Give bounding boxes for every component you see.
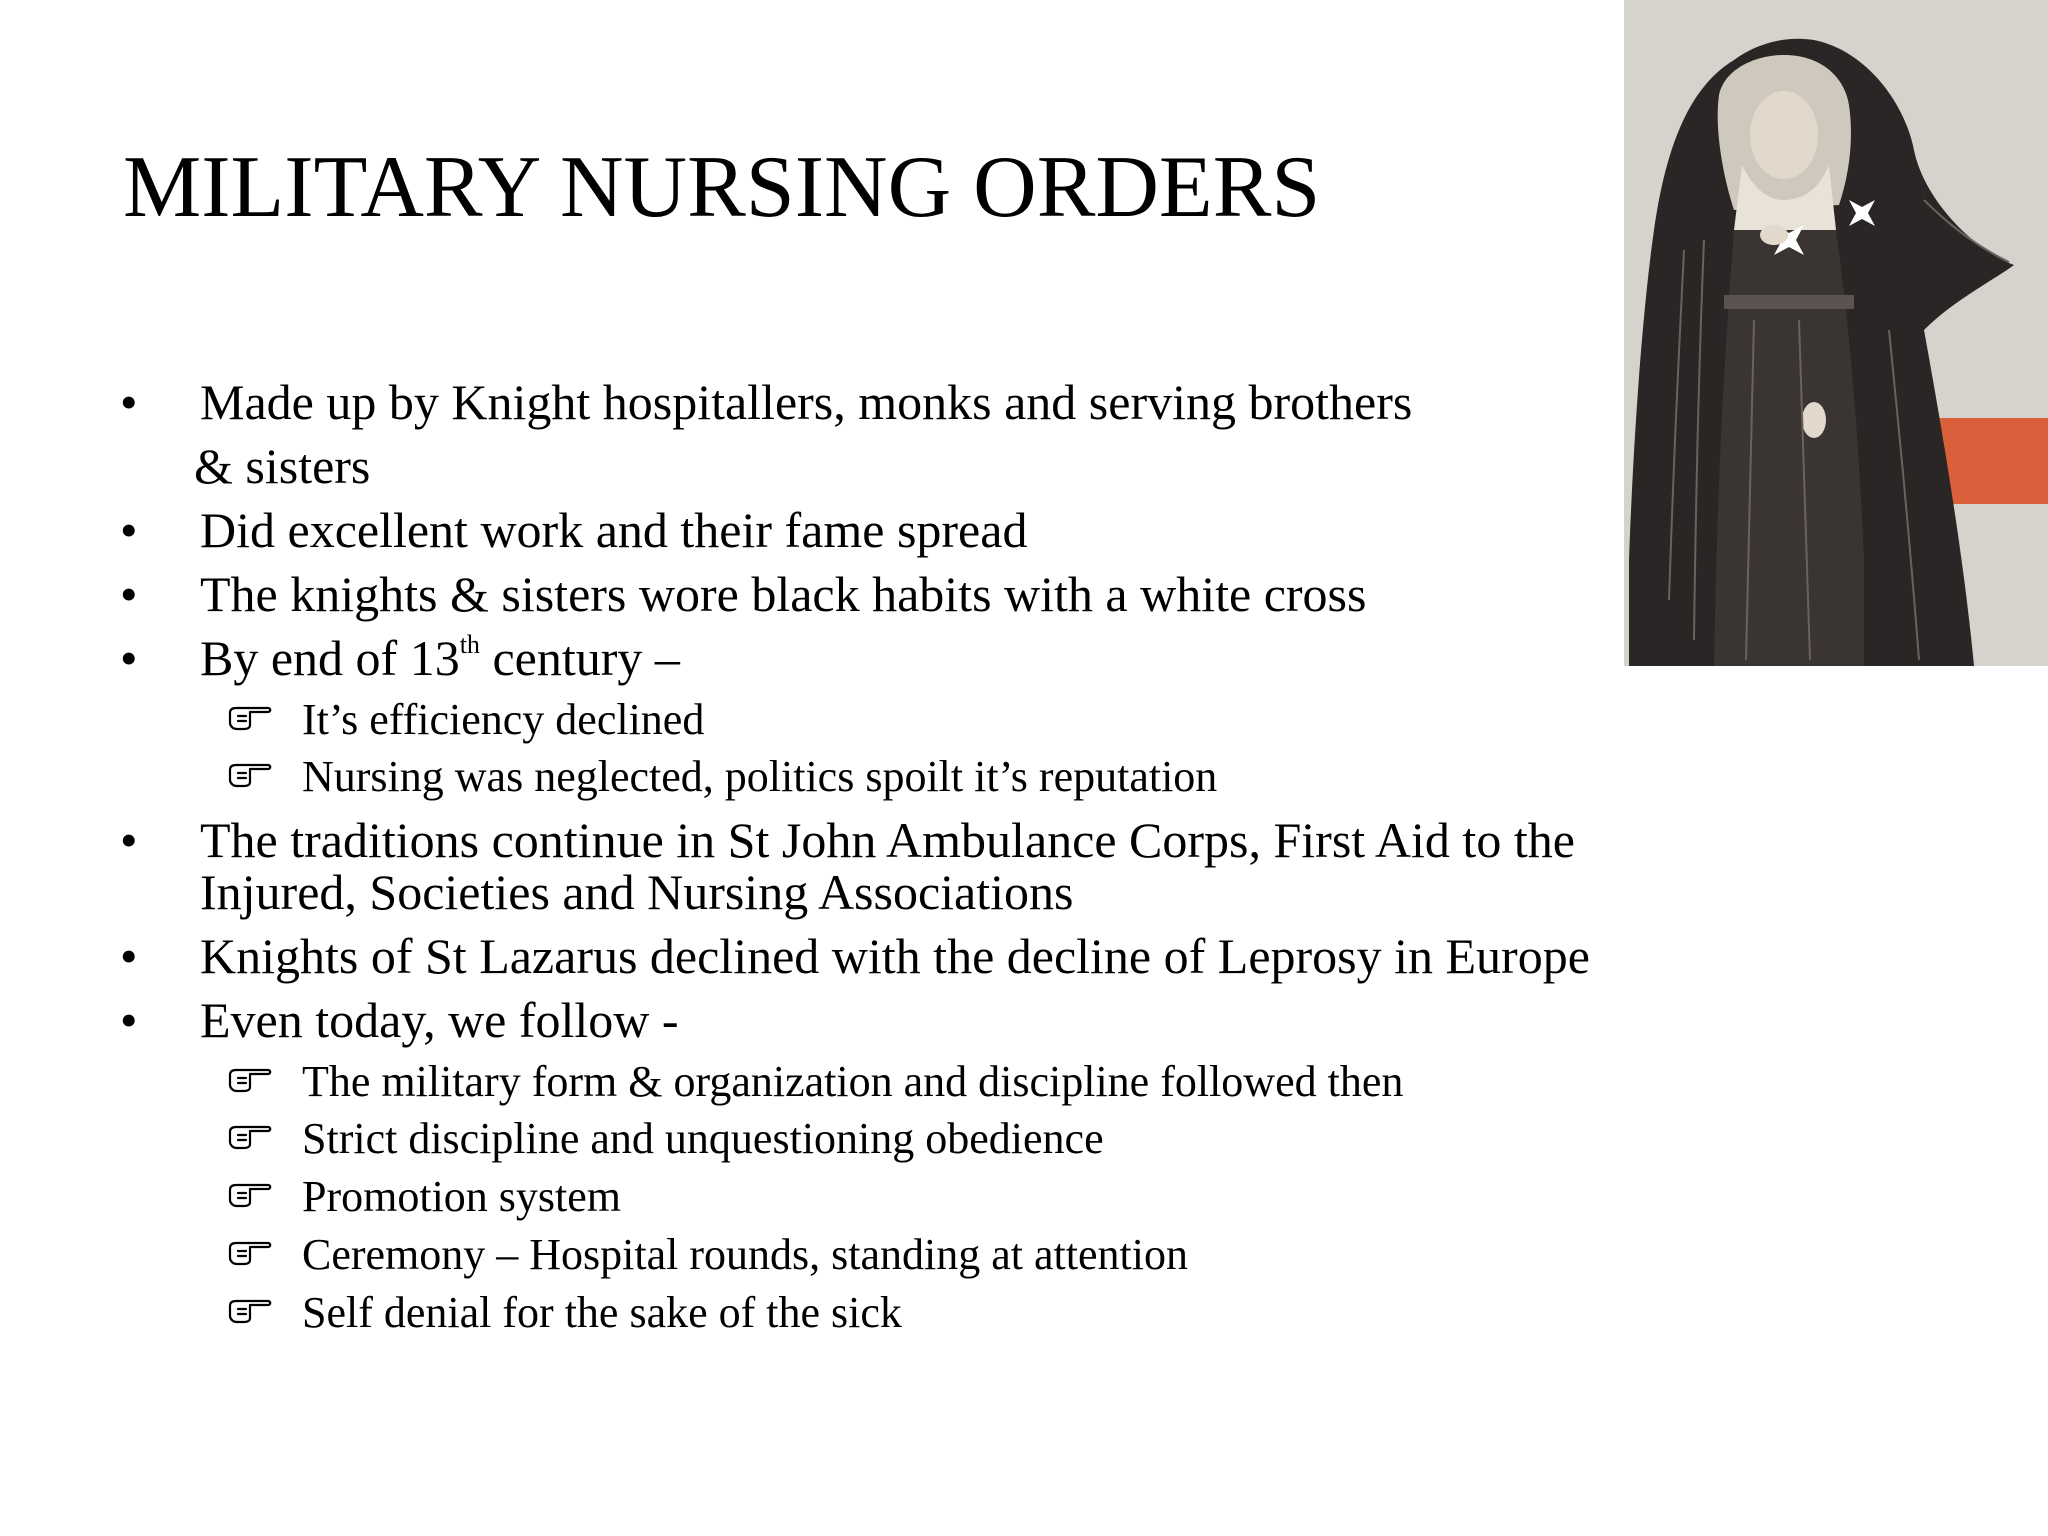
pointing-hand-icon <box>228 1292 272 1332</box>
pointing-hand-icon <box>228 1061 272 1101</box>
bullet-icon: • <box>120 566 138 622</box>
list-item-text-part: By end of 13 <box>200 630 460 686</box>
list-item-text-part: century – <box>479 630 680 686</box>
sub-list-item-text: Ceremony – Hospital rounds, standing at attention <box>302 1230 1188 1279</box>
sub-list-item-text: Promotion system <box>302 1172 622 1221</box>
list-item-text: Knights of St Lazarus declined with the decline of Leprosy in Europe <box>200 928 1590 984</box>
pointing-hand-icon <box>228 1118 272 1158</box>
pointing-hand-icon <box>228 1176 272 1216</box>
list-item-text <box>200 630 680 686</box>
hospitaller-nun-illustration <box>1624 0 2048 666</box>
bullet-icon: • <box>120 502 138 558</box>
pointing-hand-icon <box>228 699 272 739</box>
list-item-text: Made up by Knight hospitallers, monks and serving brothers <box>200 374 1413 430</box>
bullet-icon: • <box>120 992 138 1048</box>
pointing-hand-icon <box>228 1234 272 1274</box>
sub-list-item-text: Nursing was neglected, politics spoilt it’s reputation <box>302 752 1218 801</box>
list-item-text: The traditions continue in St John Ambulance Corps, First Aid to the <box>200 812 1575 868</box>
list-item-text: The knights & sisters wore black habits with a white cross <box>200 566 1367 622</box>
bullet-icon: • <box>120 928 138 984</box>
hospitaller-nun-engraving <box>1624 0 2048 666</box>
ordinal-superscript: th <box>459 630 480 659</box>
bullet-icon: • <box>120 630 138 686</box>
sub-list-item-text: It’s efficiency declined <box>302 695 705 744</box>
pointing-hand-icon <box>228 756 272 796</box>
list-item-text: & sisters <box>194 438 371 494</box>
list-item-text: Did excellent work and their fame spread <box>200 502 1028 558</box>
bullet-icon: • <box>120 374 138 430</box>
bullet-icon: • <box>120 812 138 868</box>
list-item-text: Injured, Societies and Nursing Associations <box>200 864 1074 920</box>
list-item-text: Even today, we follow - <box>200 992 679 1048</box>
slide-title: MILITARY NURSING ORDERS <box>123 139 1321 236</box>
sub-list-item-text: The military form & organization and discipline followed then <box>302 1057 1404 1106</box>
sub-list-item-text: Self denial for the sake of the sick <box>302 1288 902 1337</box>
sub-list-item-text: Strict discipline and unquestioning obedience <box>302 1114 1104 1163</box>
